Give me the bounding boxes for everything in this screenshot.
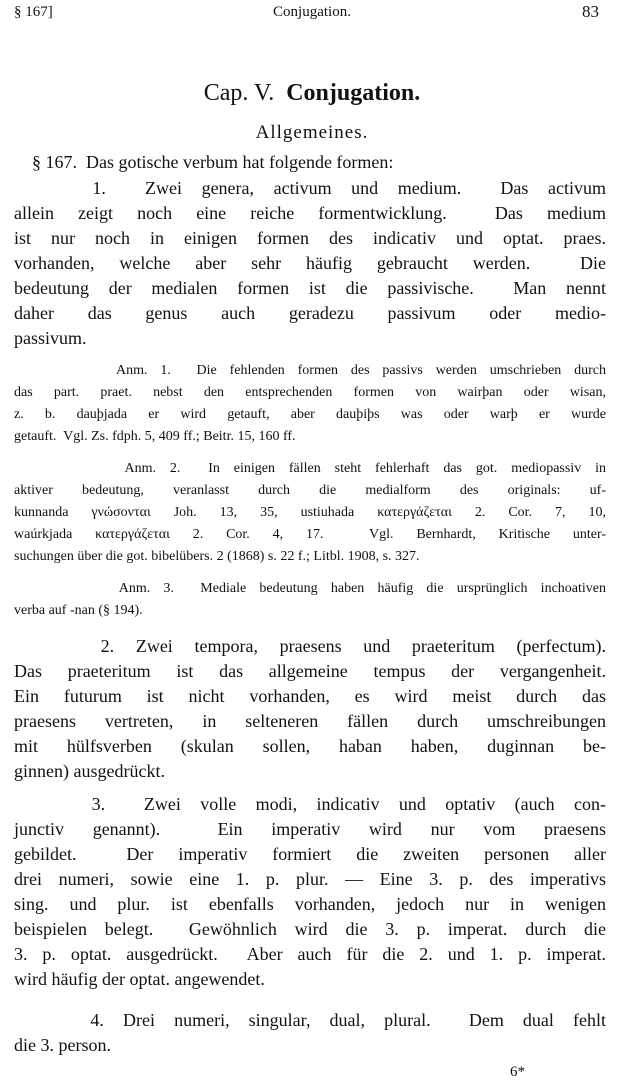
text-line: 3. Zwei volle modi, indicativ und optativ (auch con- [14,794,606,814]
text-line: verba auf -nan (§ 194). [14,603,143,618]
text-line: beispielen belegt. Gewöhnlich wird die 3. p. imperat. durch die [14,919,606,939]
text-line: praesens vertreten, in selteneren fällen durch umschreibungen [14,711,606,731]
text-line: Anm. 2. In einigen fällen steht fehlerhaft das got. mediopassiv in [14,461,606,476]
text-line: gebildet. Der imperativ formiert die zweiten personen aller [14,844,606,864]
text-line: die 3. person. [14,1035,111,1055]
text-line: wird häufig der optat. angewendet. [14,969,265,989]
text-line: 1. Zwei genera, activum und medium. Das activum [14,178,606,198]
text-line: 3. p. optat. ausgedrückt. Aber auch für die 2. und 1. p. imperat. [14,944,606,964]
text-line: allein zeigt noch eine reiche formentwicklung. Das medium [14,203,606,223]
text-line: 2. Zwei tempora, praesens und praeteritum (perfectum). [14,636,606,656]
text-line: waúrkjada κατεργάζεται 2. Cor. 4, 17. Vgl. Bernhardt, Kritische unter- [14,527,606,542]
text-line: sing. und plur. ist ebenfalls vorhanden, jedoch nur in wenigen [14,894,606,914]
text-line: § 167. Das gotische verbum hat folgende formen: [14,152,394,172]
chapter-title [0,80,624,107]
paragraph [14,634,606,784]
text-line: 4. Drei numeri, singular, dual, plural. Dem dual fehlt [14,1010,606,1030]
text-line: das part. praet. nebst den entsprechenden formen von wairþan oder wisan, [14,385,606,400]
text-line: suchungen über die got. bibelübers. 2 (1868) s. 22 f.; Litbl. 1908, s. 327. [14,549,420,564]
page-number: 83 [582,2,599,21]
text-line: Ein futurum ist nicht vorhanden, es wird meist durch das [14,686,606,706]
chapter-prefix: Cap. V. [203,80,275,106]
text-line: ginnen) ausgedrückt. [14,761,165,781]
annotation-paragraph [14,458,606,568]
text-line: drei numeri, sowie eine 1. p. plur. — Eine 3. p. des imperativs [14,869,606,889]
annotation-paragraph [14,578,606,622]
text-line: daher das genus auch geradezu passivum oder medio- [14,303,606,323]
text-line: bedeutung der medialen formen ist die passivische. Man nennt [14,278,606,298]
running-head: Conjugation. [273,4,351,20]
paragraph [14,1008,606,1058]
text-line: aktiver bedeutung, veranlasst durch die medialform des originals: uf- [14,483,606,498]
paragraph [14,176,606,351]
text-line: Das praeteritum ist das allgemeine tempus der vergangenheit. [14,661,606,681]
section-title: Allgemeines. [255,122,369,143]
paragraph [14,150,606,175]
text-line: junctiv genannt). Ein imperativ wird nur vom praesens [14,819,606,839]
text-line: passivum. [14,328,87,348]
paragraph [14,792,606,992]
text-line: mit hülfsverben (skulan sollen, haban haben, duginnan be- [14,736,606,756]
header-section-ref: § 167] [14,4,53,20]
text-line: z. b. dauþjada er wird getauft, aber dauþiþs was oder warþ er wurde [14,407,606,422]
text-line: vorhanden, welche aber sehr häufig gebraucht werden. Die [14,253,606,273]
chapter-name: Conjugation. [286,80,421,106]
text-line: Anm. 3. Mediale bedeutung haben häufig die ursprünglich inchoativen [14,581,606,596]
text-line: ist nur noch in einigen formen des indicativ und optat. praes. [14,228,606,248]
signature-mark: 6* [510,1064,525,1080]
text-line: getauft. Vgl. Zs. fdph. 5, 409 ff.; Beitr. 15, 160 ff. [14,429,296,444]
annotation-paragraph [14,360,606,448]
text-line: Anm. 1. Die fehlenden formen des passivs werden umschrieben durch [14,363,606,378]
text-line: kunnanda γνώσονται Joh. 13, 35, ustiuhada κατεργάζεται 2. Cor. 7, 10, [14,505,606,520]
